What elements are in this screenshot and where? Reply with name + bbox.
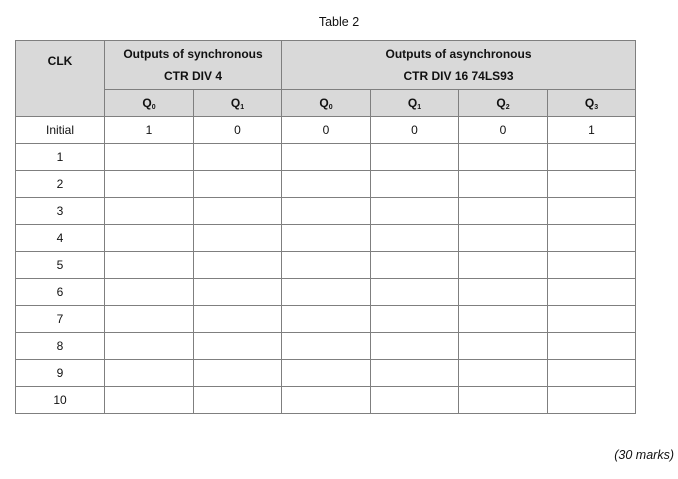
output-cell xyxy=(548,279,636,306)
table-row xyxy=(16,144,636,171)
clk-cell: 3 xyxy=(16,198,105,225)
output-cell xyxy=(548,306,636,333)
output-cell xyxy=(194,279,282,306)
output-cell: 0 xyxy=(282,117,371,144)
output-cell xyxy=(371,333,459,360)
clk-cell: 10 xyxy=(16,387,105,414)
sync-header-line1: Outputs of synchronous xyxy=(123,47,263,61)
clk-cell: 5 xyxy=(16,252,105,279)
clk-cell: 6 xyxy=(16,279,105,306)
output-cell xyxy=(548,144,636,171)
output-cell xyxy=(194,252,282,279)
table-row xyxy=(16,333,636,360)
async-q1-header: Q1 xyxy=(371,90,459,117)
output-cell xyxy=(459,360,548,387)
output-cell xyxy=(459,144,548,171)
output-cell xyxy=(105,387,194,414)
output-cell xyxy=(282,306,371,333)
clk-cell: 4 xyxy=(16,225,105,252)
output-cell xyxy=(548,225,636,252)
output-cell xyxy=(105,171,194,198)
output-cell xyxy=(548,171,636,198)
table-row xyxy=(16,171,636,198)
clk-cell: 2 xyxy=(16,171,105,198)
async-counter-header xyxy=(282,41,636,90)
output-cell xyxy=(548,360,636,387)
output-cell xyxy=(194,387,282,414)
table-row xyxy=(16,279,636,306)
sync-counter-header xyxy=(105,41,282,90)
output-cell xyxy=(371,198,459,225)
output-cell xyxy=(105,360,194,387)
output-cell xyxy=(371,171,459,198)
output-cell xyxy=(282,171,371,198)
clk-cell: 7 xyxy=(16,306,105,333)
async-q0-header: Q0 xyxy=(282,90,371,117)
output-cell: 0 xyxy=(459,117,548,144)
output-cell xyxy=(548,198,636,225)
async-q2-header: Q2 xyxy=(459,90,548,117)
output-cell xyxy=(548,252,636,279)
output-subheader-row xyxy=(16,90,636,117)
output-cell xyxy=(282,360,371,387)
output-cell xyxy=(282,144,371,171)
output-cell xyxy=(105,306,194,333)
table-row xyxy=(16,360,636,387)
table-row xyxy=(16,225,636,252)
output-cell xyxy=(371,252,459,279)
clk-cell: 9 xyxy=(16,360,105,387)
output-cell xyxy=(194,198,282,225)
output-cell xyxy=(371,225,459,252)
table-row xyxy=(16,117,636,144)
output-cell: 0 xyxy=(371,117,459,144)
output-cell: 1 xyxy=(548,117,636,144)
output-cell xyxy=(194,306,282,333)
output-cell xyxy=(459,306,548,333)
output-cell xyxy=(194,333,282,360)
sync-q1-header: Q1 xyxy=(194,90,282,117)
output-cell xyxy=(371,144,459,171)
sync-header-line2: CTR DIV 4 xyxy=(163,69,222,83)
output-cell xyxy=(459,225,548,252)
clk-cell: Initial xyxy=(16,117,105,144)
output-cell xyxy=(105,198,194,225)
marks-label: (30 marks) xyxy=(614,448,674,462)
output-cell xyxy=(105,333,194,360)
output-cell xyxy=(194,144,282,171)
table-row xyxy=(16,198,636,225)
output-cell xyxy=(371,279,459,306)
table-row xyxy=(16,252,636,279)
output-cell xyxy=(105,144,194,171)
table-row xyxy=(16,306,636,333)
output-cell xyxy=(459,252,548,279)
output-cell xyxy=(459,279,548,306)
sync-q0-header: Q0 xyxy=(105,90,194,117)
output-cell xyxy=(105,225,194,252)
output-cell xyxy=(459,198,548,225)
output-cell xyxy=(371,387,459,414)
async-header-line1: Outputs of asynchronous xyxy=(385,47,532,61)
output-cell: 1 xyxy=(105,117,194,144)
output-cell xyxy=(371,360,459,387)
output-cell xyxy=(282,387,371,414)
table-row xyxy=(16,387,636,414)
output-cell xyxy=(282,252,371,279)
output-cell xyxy=(459,171,548,198)
async-header-line2: CTR DIV 16 74LS93 xyxy=(403,69,514,83)
clk-cell: 8 xyxy=(16,333,105,360)
async-q3-header: Q3 xyxy=(548,90,636,117)
output-cell xyxy=(282,198,371,225)
clk-header: CLK xyxy=(16,41,105,117)
counter-output-table xyxy=(15,40,636,414)
output-cell xyxy=(548,387,636,414)
output-cell: 0 xyxy=(194,117,282,144)
output-cell xyxy=(194,360,282,387)
output-cell xyxy=(282,333,371,360)
clk-cell: 1 xyxy=(16,144,105,171)
output-cell xyxy=(459,333,548,360)
output-cell xyxy=(371,306,459,333)
table-body xyxy=(16,117,636,414)
output-cell xyxy=(282,279,371,306)
output-cell xyxy=(105,279,194,306)
output-cell xyxy=(194,225,282,252)
output-cell xyxy=(459,387,548,414)
output-cell xyxy=(282,225,371,252)
output-cell xyxy=(105,252,194,279)
table-caption: Table 2 xyxy=(318,15,360,29)
output-cell xyxy=(548,333,636,360)
output-cell xyxy=(194,171,282,198)
